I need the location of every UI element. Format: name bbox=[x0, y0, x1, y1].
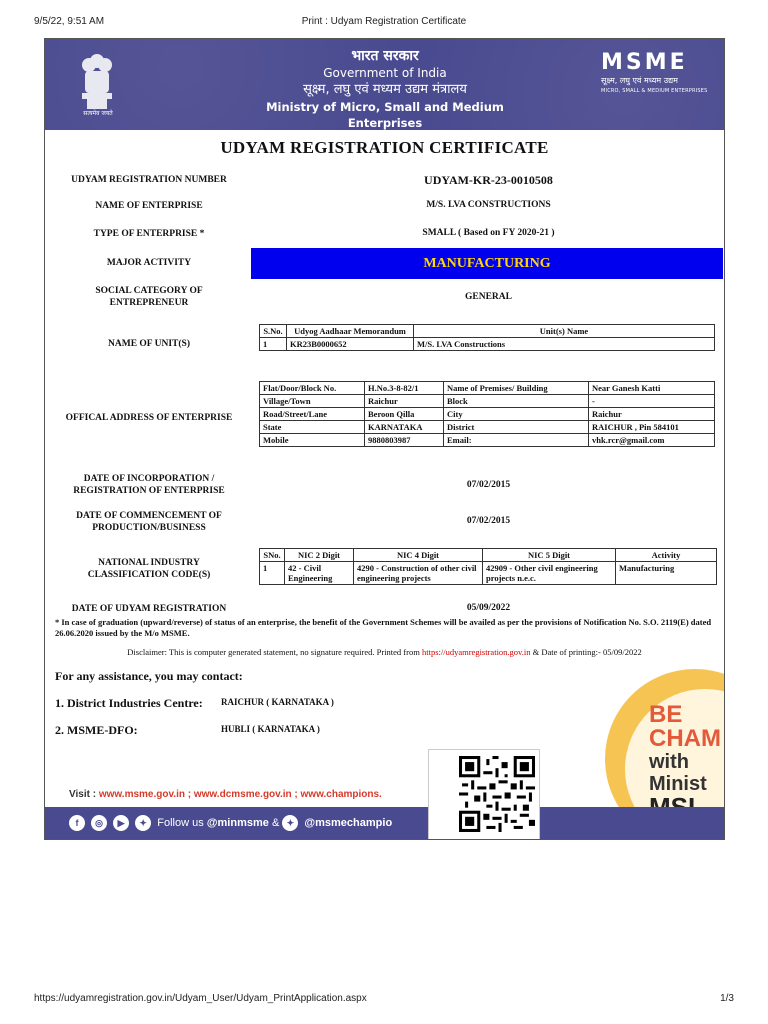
hindi-ministry: सूक्ष्म, लघु एवं मध्यम उद्यम मंत्रालय bbox=[303, 82, 467, 97]
address-cell: Raichur bbox=[589, 408, 715, 421]
government-banner bbox=[45, 39, 724, 130]
nic-header: NIC 4 Digit bbox=[354, 549, 483, 562]
facebook-icon[interactable]: f bbox=[69, 815, 85, 831]
promo-line: Minist bbox=[649, 773, 707, 795]
enterprise-type-label: TYPE OF ENTERPRISE * bbox=[93, 229, 205, 239]
units-cell: 1 bbox=[260, 338, 287, 351]
champions-promo bbox=[649, 703, 721, 819]
units-cell: KR23B0000652 bbox=[287, 338, 414, 351]
table-row bbox=[260, 434, 715, 447]
qr-code-icon bbox=[459, 756, 535, 832]
instagram-icon[interactable]: ◎ bbox=[91, 815, 107, 831]
units-cell: M/S. LVA Constructions bbox=[414, 338, 715, 351]
nic-cell: 42909 - Other civil engineering projects n.e.c. bbox=[483, 562, 616, 585]
nic-header: Activity bbox=[616, 549, 717, 562]
print-header bbox=[0, 16, 768, 30]
print-page-number: 1/3 bbox=[720, 993, 734, 1004]
table-row bbox=[260, 562, 717, 585]
social-footer bbox=[69, 815, 392, 831]
msme-logo-hindi: सूक्ष्म, लघु एवं मध्यम उद्यम bbox=[601, 76, 678, 85]
print-datetime: 9/5/22, 9:51 AM bbox=[34, 16, 105, 27]
nic-cell: 1 bbox=[260, 562, 285, 585]
nic-cell: Manufacturing bbox=[616, 562, 717, 585]
visit-label: Visit : bbox=[69, 789, 97, 800]
major-activity-value: MANUFACTURING bbox=[251, 248, 723, 279]
certificate bbox=[44, 38, 725, 840]
units-header-sno: S.No. bbox=[260, 325, 287, 338]
commencement-date-label: DATE OF COMMENCEMENT OF PRODUCTION/BUSINESS bbox=[76, 511, 222, 533]
nic-cell: 4290 - Construction of other civil engineering projects bbox=[354, 562, 483, 585]
english-title: Government of India bbox=[323, 66, 447, 80]
table-row bbox=[260, 325, 715, 338]
address-cell: Name of Premises/ Building bbox=[444, 382, 589, 395]
units-header-name: Unit(s) Name bbox=[414, 325, 715, 338]
nic-cell: 42 - Civil Engineering bbox=[285, 562, 354, 585]
dfo-label: 2. MSME-DFO: bbox=[55, 723, 138, 737]
twitter-icon[interactable]: ✦ bbox=[282, 815, 298, 831]
nic-header: NIC 2 Digit bbox=[285, 549, 354, 562]
disclaimer-prefix: Disclaimer: This is computer generated statement, no signature required. Printed from bbox=[127, 647, 420, 657]
disclaimer-suffix: & Date of printing:- 05/09/2022 bbox=[532, 647, 642, 657]
follow-prefix: Follow us bbox=[157, 816, 204, 829]
visit-urls[interactable]: www.msme.gov.in ; www.dcmsme.gov.in ; www.champions. bbox=[98, 789, 382, 800]
msme-logo bbox=[601, 51, 711, 95]
follow-amp: & bbox=[271, 816, 280, 829]
address-cell: Near Ganesh Katti bbox=[589, 382, 715, 395]
units-header-uam: Udyog Aadhaar Memorandum bbox=[287, 325, 414, 338]
social-category: GENERAL bbox=[465, 292, 512, 302]
enterprise-name-label: NAME OF ENTERPRISE bbox=[95, 201, 203, 211]
address-table bbox=[259, 381, 715, 447]
qr-code-panel bbox=[428, 749, 540, 840]
address-cell: KARNATAKA bbox=[365, 421, 444, 434]
assistance-heading: For any assistance, you may contact: bbox=[55, 669, 243, 683]
address-cell: RAICHUR , Pin 584101 bbox=[589, 421, 715, 434]
nic-table bbox=[259, 548, 717, 585]
follow-handle-2: @msmechampio bbox=[304, 816, 393, 829]
english-ministry: Ministry of Micro, Small and Medium Enterprises bbox=[266, 100, 504, 130]
government-title bbox=[235, 47, 535, 131]
follow-handle-1: @minmsme bbox=[206, 816, 269, 829]
address-cell: State bbox=[260, 421, 365, 434]
reg-number: UDYAM-KR-23-0010508 bbox=[424, 173, 553, 187]
address-cell: Village/Town bbox=[260, 395, 365, 408]
hindi-title: भारत सरकार bbox=[351, 48, 419, 64]
dic-value: RAICHUR ( KARNATAKA ) bbox=[221, 697, 334, 707]
reg-number-label: UDYAM REGISTRATION NUMBER bbox=[71, 175, 227, 185]
units-table bbox=[259, 324, 715, 351]
promo-line: BE bbox=[649, 701, 683, 728]
commencement-date: 07/02/2015 bbox=[466, 516, 511, 526]
table-row bbox=[260, 421, 715, 434]
incorporation-date: 07/02/2015 bbox=[466, 480, 511, 490]
youtube-icon[interactable]: ▶ bbox=[113, 815, 129, 831]
udyam-date-label: DATE OF UDYAM REGISTRATION bbox=[71, 604, 227, 614]
nic-header: SNo. bbox=[260, 549, 285, 562]
disclaimer bbox=[45, 647, 724, 657]
twitter-icon[interactable]: ✦ bbox=[135, 815, 151, 831]
address-cell: Road/Street/Lane bbox=[260, 408, 365, 421]
promo-line: with bbox=[649, 751, 689, 773]
visit-links bbox=[69, 789, 382, 800]
address-cell: Block bbox=[444, 395, 589, 408]
social-category-label: SOCIAL CATEGORY OF ENTREPRENEUR bbox=[95, 286, 203, 308]
print-title: Print : Udyam Registration Certificate bbox=[301, 16, 467, 27]
address-cell: Raichur bbox=[365, 395, 444, 408]
address-cell: vhk.rcr@gmail.com bbox=[589, 434, 715, 447]
address-cell: Mobile bbox=[260, 434, 365, 447]
address-label: OFFICAL ADDRESS OF ENTERPRISE bbox=[65, 413, 233, 423]
incorporation-date-label: DATE OF INCORPORATION / REGISTRATION OF ENTERPRISE bbox=[73, 474, 225, 496]
emblem-caption: सत्यमेव जयते bbox=[83, 110, 113, 117]
certificate-title: UDYAM REGISTRATION CERTIFICATE bbox=[220, 138, 549, 157]
table-row bbox=[260, 382, 715, 395]
print-url: https://udyamregistration.gov.in/Udyam_User/Udyam_PrintApplication.aspx bbox=[34, 993, 367, 1004]
msme-logo-text: MSME bbox=[601, 50, 688, 75]
disclaimer-link[interactable]: https://udyamregistration.gov.in bbox=[421, 647, 531, 657]
table-row bbox=[260, 395, 715, 408]
table-row bbox=[260, 549, 717, 562]
address-cell: 9880803987 bbox=[365, 434, 444, 447]
major-activity-label: MAJOR ACTIVITY bbox=[106, 258, 192, 268]
dfo-value: HUBLI ( KARNATAKA ) bbox=[221, 724, 320, 734]
nic-header: NIC 5 Digit bbox=[483, 549, 616, 562]
dic-label: 1. District Industries Centre: bbox=[55, 696, 203, 710]
address-cell: District bbox=[444, 421, 589, 434]
units-label: NAME OF UNIT(S) bbox=[108, 339, 190, 349]
address-cell: H.No.3-8-82/1 bbox=[365, 382, 444, 395]
address-cell: Email: bbox=[444, 434, 589, 447]
address-cell: - bbox=[589, 395, 715, 408]
enterprise-type: SMALL ( Based on FY 2020-21 ) bbox=[422, 228, 555, 238]
table-row bbox=[260, 408, 715, 421]
msme-logo-english: MICRO, SMALL & MEDIUM ENTERPRISES bbox=[601, 88, 708, 94]
nic-label: NATIONAL INDUSTRY CLASSIFICATION CODE(S) bbox=[87, 558, 211, 580]
udyam-date: 05/09/2022 bbox=[466, 603, 511, 613]
enterprise-name: M/S. LVA CONSTRUCTIONS bbox=[426, 200, 551, 210]
address-cell: Flat/Door/Block No. bbox=[260, 382, 365, 395]
address-cell: City bbox=[444, 408, 589, 421]
graduation-footnote: * In case of graduation (upward/reverse) of status of an enterprise, the benefit of the Government Schemes will be availed as per the provisions of Notification No. S.O. 2119(E) dated 26.06.2020 issued by the M/o MSME. bbox=[55, 617, 712, 638]
table-row bbox=[260, 338, 715, 351]
address-cell: Beroon Qilla bbox=[365, 408, 444, 421]
promo-line: CHAM bbox=[649, 725, 721, 752]
